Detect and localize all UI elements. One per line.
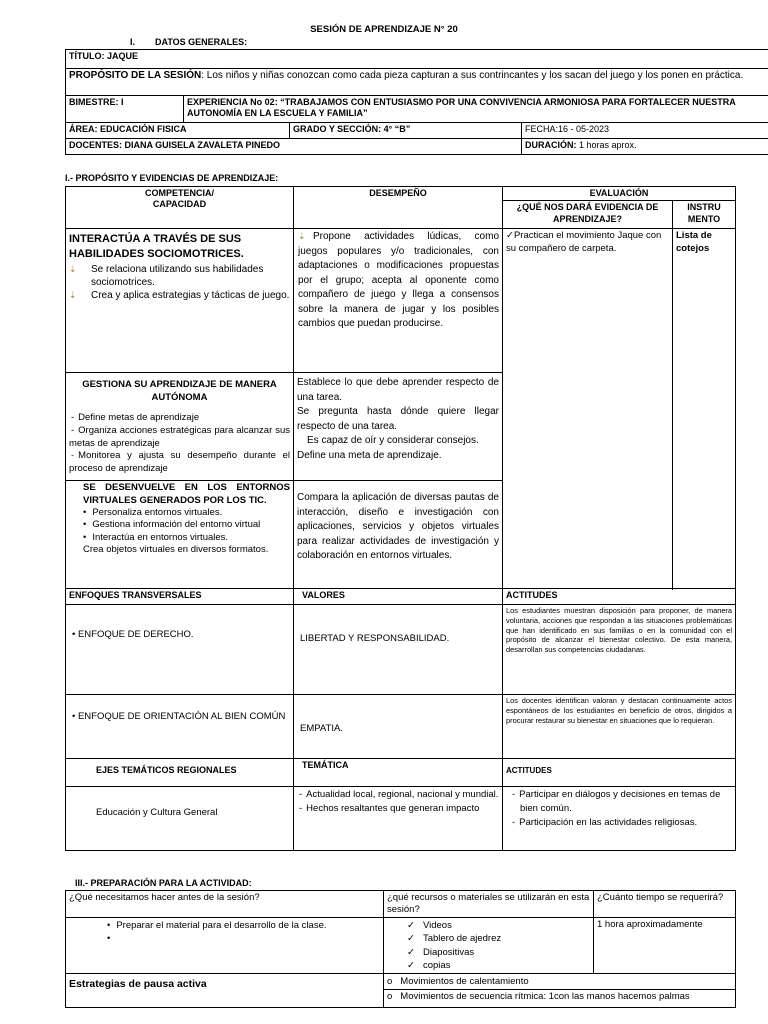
section-proposito-title: I.- PROPÓSITO Y EVIDENCIAS DE APRENDIZAJE:	[65, 173, 279, 183]
grado-cell: GRADO Y SECCIÓN: 4° “B”	[290, 123, 522, 139]
pausa-item: o Movimientos de calentamiento	[384, 975, 735, 990]
actitud2-cell: Los docentes identifican valoran y destacan continuamente actos espontáneos de los estudiantes en beneficio de otros, dirigidos a procurar restaurar su bienestar en situaciones que lo requieran.	[503, 695, 736, 759]
comp2-item: - Define metas de aprendizaje	[69, 412, 290, 425]
actitudes-label-2: ACTITUDES	[503, 759, 736, 787]
proposito-label: PROPÓSITO DE LA SESIÓN	[69, 70, 202, 81]
pausa-item: o Movimientos de secuencia rítmica: 1con las manos hacemos palmas	[384, 990, 735, 1004]
preparacion-table	[65, 890, 736, 1008]
recursos-cell	[384, 918, 594, 974]
proposito-table	[65, 186, 736, 851]
section-general-title: I. DATOS GENERALES:	[130, 37, 248, 47]
comp2-cell	[66, 373, 294, 481]
col-instrumento: INSTRU MENTO	[673, 201, 736, 229]
col-desempeno: DESEMPEÑO	[294, 187, 503, 229]
arrow-bullet-icon: ⇣	[69, 263, 77, 274]
valor1-cell: LIBERTAD Y RESPONSABILIDAD.	[294, 605, 503, 695]
recurso-item: ✓ copias	[387, 959, 590, 972]
col-competencia: COMPETENCIA/ CAPACIDAD	[66, 187, 294, 229]
antes-item: • Preparar el material para el desarrollo de la clase.	[69, 919, 380, 932]
instrumento-cell: Lista de cotejos	[673, 229, 736, 589]
antes-cell	[66, 918, 384, 974]
section-preparacion-title: III.- PREPARACIÓN PARA LA ACTIVIDAD:	[75, 878, 252, 888]
proposito-cell	[66, 69, 768, 96]
comp3-item: • Gestiona información del entorno virtual	[69, 519, 290, 531]
antes-item	[69, 932, 380, 945]
titulo-cell: TÍTULO: JAQUE	[66, 50, 768, 69]
comp2-title: GESTIONA SU APRENDIZAJE DE MANERA AUTÓNOMA	[82, 379, 277, 403]
comp3-cell	[66, 481, 294, 589]
col-evidencia: ¿QUÉ NOS DARÁ EVIDENCIA DE APRENDIZAJE?	[503, 201, 673, 229]
experiencia-cell: EXPERIENCIA No 02: “TRABAJAMOS CON ENTUSIASMO POR UNA CONVIVENCIA ARMONIOSA PARA FORTALECER NUESTRA AUTONOMÍA EN LA ESCUELA Y FAMILIA”	[184, 96, 768, 123]
arrow-bullet-icon: ⇣	[298, 231, 306, 242]
desemp3-cell: Compara la aplicación de diversas pautas de interacción, diseño e investigación con aplicaciones, servicios y objetos virtuales para realizar actividades de investigación y colaboración en entornos virtuales.	[294, 481, 503, 589]
evidencia-cell: ✓Practican el movimiento Jaque con su compañero de carpeta.	[503, 229, 673, 589]
proposito-text: : Los niños y niñas conozcan como cada pieza capturan a sus contrincantes y los sacan del juego y los ponen en práctica.	[201, 70, 744, 81]
valor2-cell: EMPATIA.	[294, 695, 503, 759]
comp1-item: ⇣ Crea y aplica estrategias y tácticas de juego.	[69, 289, 290, 301]
enfoques-label: ENFOQUES TRANSVERSALES	[66, 589, 294, 605]
valores-label: VALORES	[294, 589, 503, 605]
area-cell: ÁREA: EDUCACIÓN FISICA	[66, 123, 290, 139]
duracion-cell	[522, 139, 768, 155]
check-icon: ✓	[506, 230, 514, 242]
comp2-item: - Organiza acciones estratégicas para alcanzar sus metas de aprendizaje	[69, 425, 290, 451]
col-recursos: ¿qué recursos o materiales se utilizarán en esta sesión?	[384, 891, 594, 918]
comp3-item: • Personaliza entornos virtuales.	[69, 507, 290, 519]
enfoque2-cell: • ENFOQUE DE ORIENTACIÓN AL BIEN COMÚN	[66, 695, 294, 759]
eje1-cell: Educación y Cultura General	[66, 787, 294, 851]
comp1-title: INTERACTÚA A TRAVÉS DE SUS HABILIDADES SOCIOMOTRICES.	[69, 233, 244, 260]
actitudes-list-cell: - Participar en diálogos y decisiones en temas de bien común. - Participación en las actividades religiosas.	[503, 787, 736, 851]
tiempo-cell: 1 hora aproximadamente	[594, 918, 736, 974]
actitudes-label: ACTITUDES	[503, 589, 736, 605]
enfoque1-cell: • ENFOQUE DE DERECHO.	[66, 605, 294, 695]
recurso-item: ✓ Diapositivas	[387, 946, 590, 959]
bimestre-cell: BIMESTRE: I	[66, 96, 184, 123]
col-tiempo: ¿Cuánto tiempo se requerirá?	[594, 891, 736, 918]
desemp2-cell: Establece lo que debe aprender respecto de una tarea. Se pregunta hasta dónde quiere llegar respecto de una tarea. Es capaz de oír y considerar consejos. Define una meta de aprendizaje.	[294, 373, 503, 481]
col-evaluacion: EVALUACIÓN	[503, 187, 736, 201]
actitud1-cell: Los estudiantes muestran disposición para proponer, de manera voluntaria, acciones que respondan a las situaciones problemáticas que han identificado en sus familias o en la comunidad con el propósito de alcanzar el bienestar colectivo. De esta manera, desarrollan sus competencias ciudadanas.	[503, 605, 736, 695]
tematica-cell: - Actualidad local, regional, nacional y mundial. - Hechos resaltantes que generan impacto	[294, 787, 503, 851]
recurso-item: ✓ Videos	[387, 919, 590, 932]
comp3-title: SE DESENVUELVE EN LOS ENTORNOS VIRTUALES GENERADOS POR LOS TIC.	[83, 482, 290, 506]
arrow-bullet-icon: ⇣	[69, 289, 77, 300]
duracion-value: 1 horas aprox.	[576, 140, 637, 150]
col-antes: ¿Qué necesitamos hacer antes de la sesión?	[66, 891, 384, 918]
recurso-item: ✓ Tablero de ajedrez	[387, 932, 590, 945]
docentes-cell: DOCENTES: DIANA GUISELA ZAVALETA PINEDO	[66, 139, 522, 155]
general-data-table	[65, 49, 768, 155]
tematica-label: TEMÁTICA	[294, 759, 503, 787]
comp3-tail: Crea objetos virtuales en diversos formatos.	[83, 543, 269, 555]
duracion-label: DURACIÓN:	[525, 140, 577, 150]
comp1-cell	[66, 229, 294, 373]
session-title: SESIÓN DE APRENDIZAJE N° 20	[310, 24, 458, 35]
comp3-item: • Interactúa en entornos virtuales.	[69, 532, 290, 544]
fecha-cell: FECHA:16 - 05-2023	[522, 123, 768, 139]
pausa-cell	[384, 974, 736, 1008]
comp2-item: - Monitorea y ajusta su desempeño durante el proceso de aprendizaje	[69, 450, 290, 476]
ejes-label: EJES TEMÁTICOS REGIONALES	[66, 759, 294, 787]
pausa-label: Estrategias de pausa activa	[66, 974, 384, 1008]
desemp1-cell: ⇣ Propone actividades lúdicas, como juegos populares y/o tradicionales, con adaptaciones o modificaciones propuestas por el grupo; acepta al oponente como compañero de juego y llega a consensos sobre la manera de jugar y los posibles cambios que puedan producirse.	[294, 229, 503, 373]
comp1-item: ⇣ Se relaciona utilizando sus habilidades sociomotrices.	[69, 263, 264, 288]
